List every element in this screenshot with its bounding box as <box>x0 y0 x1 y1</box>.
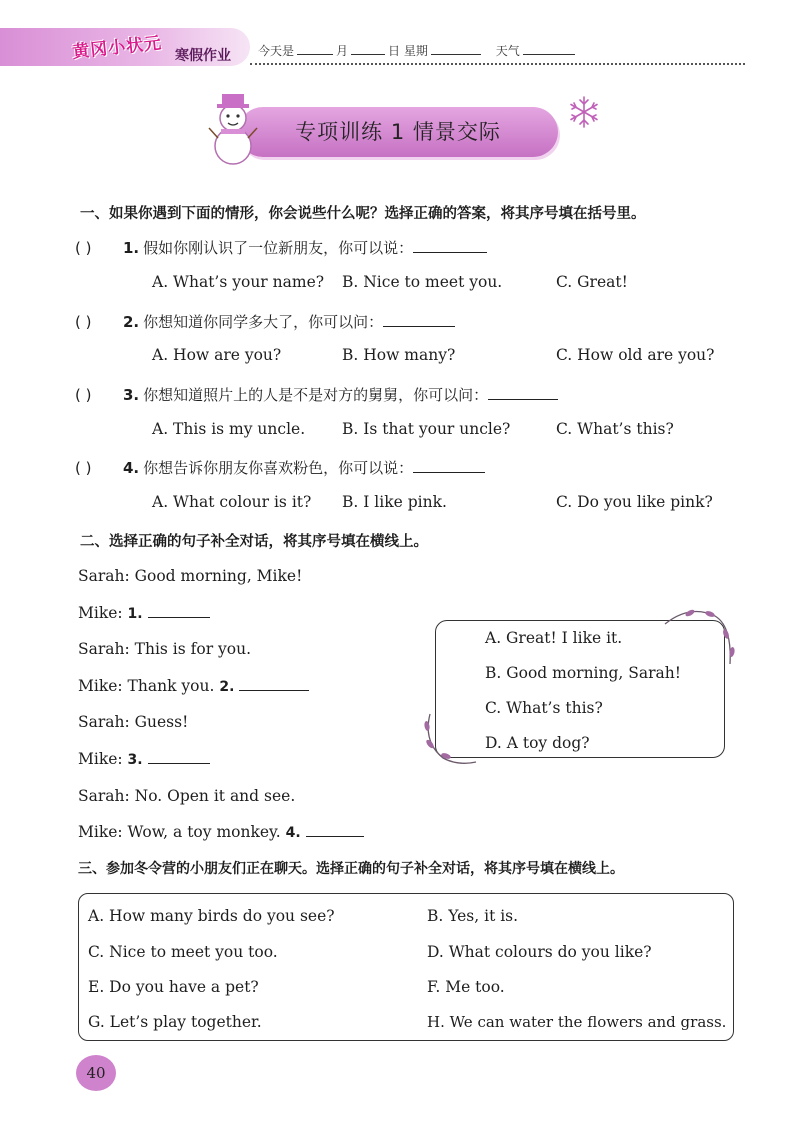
dialogue-text: Sarah: Good morning, Mike! <box>78 567 303 585</box>
question-4 <box>75 457 485 478</box>
date-label-today: 今天是 <box>258 44 295 58</box>
dialogue-text: Sarah: This is for you. <box>78 640 252 658</box>
option-c[interactable]: C. What’s this? <box>556 420 674 438</box>
dialogue-line <box>78 713 188 731</box>
dialogue-text: Mike: Thank you. <box>78 677 220 695</box>
dialogue-line <box>78 604 210 622</box>
choice-item: C. What’s this? <box>485 699 603 717</box>
blank-number: 1. <box>127 606 143 622</box>
option-a[interactable]: A. How are you? <box>152 346 282 364</box>
date-blank-weather[interactable] <box>523 43 575 55</box>
dialogue-line <box>78 750 210 768</box>
question-3 <box>75 384 558 405</box>
blank-number: 3. <box>127 752 143 768</box>
dialogue-text: Mike: <box>78 750 128 768</box>
snowflake-icon <box>566 94 602 130</box>
date-label-weather: 天气 <box>495 44 520 58</box>
option-b[interactable]: B. I like pink. <box>342 493 447 511</box>
date-blank-weekday[interactable] <box>431 43 481 55</box>
brand-subtitle: 寒假作业 <box>175 48 231 64</box>
choice-item: E. Do you have a pet? <box>88 978 259 996</box>
section3-heading: 三、参加冬令营的小朋友们正在聊天。选择正确的句子补全对话，将其序号填在横线上。 <box>78 861 624 877</box>
dialogue-text: Sarah: No. Open it and see. <box>78 787 296 805</box>
dialogue-blank-2[interactable] <box>239 678 309 691</box>
choice-item: A. Great! I like it. <box>485 629 623 647</box>
page-title: 专项训练 1 情景交际 <box>295 120 501 144</box>
question-number: 2. <box>123 313 140 331</box>
question-2 <box>75 311 455 332</box>
dialogue-blank-1[interactable] <box>148 605 210 618</box>
vine-decoration-icon <box>418 712 478 767</box>
page-number: 40 <box>76 1055 116 1091</box>
dialogue-text: Mike: <box>78 604 128 622</box>
date-label-day: 日 <box>388 44 401 58</box>
date-label-month: 月 <box>336 44 349 58</box>
dialogue-line <box>78 640 251 658</box>
date-label-weekday: 星期 <box>403 44 428 58</box>
question-number: 1. <box>123 239 140 257</box>
header-dotted-rule <box>250 63 745 65</box>
question-text: 你想告诉你朋友你喜欢粉色，你可以说： <box>143 459 414 477</box>
question-blank[interactable] <box>383 314 455 327</box>
question-number: 4. <box>123 459 140 477</box>
question-text: 你想知道你同学多大了，你可以问： <box>143 313 384 331</box>
choice-item: A. How many birds do you see? <box>88 907 335 925</box>
dialogue-blank-3[interactable] <box>148 751 210 764</box>
answer-paren-1[interactable]: ( ) <box>75 239 92 257</box>
option-b[interactable]: B. Nice to meet you. <box>342 273 503 291</box>
blank-number: 2. <box>219 679 235 695</box>
question-text: 你想知道照片上的人是不是对方的舅舅，你可以问： <box>143 386 489 404</box>
choice-item: D. What colours do you like? <box>427 943 652 961</box>
blank-number: 4. <box>285 825 301 841</box>
option-a[interactable]: A. This is my uncle. <box>152 420 306 438</box>
dialogue-line <box>78 787 295 805</box>
option-a[interactable]: A. What colour is it? <box>152 493 312 511</box>
section1-heading: 一、如果你遇到下面的情形，你会说些什么呢？选择正确的答案，将其序号填在括号里。 <box>80 206 646 222</box>
answer-paren-4[interactable]: ( ) <box>75 459 92 477</box>
option-c[interactable]: C. Great! <box>556 273 628 291</box>
question-blank[interactable] <box>413 460 485 473</box>
dialogue-blank-4[interactable] <box>306 824 364 837</box>
choice-item: D. A toy dog? <box>485 734 590 752</box>
choice-item: B. Good morning, Sarah! <box>485 664 681 682</box>
question-blank[interactable] <box>488 387 558 400</box>
question-number: 3. <box>123 386 140 404</box>
question-blank[interactable] <box>413 240 487 253</box>
option-a[interactable]: A. What’s your name? <box>152 273 325 291</box>
question-1 <box>75 237 487 258</box>
dialogue-line <box>78 823 364 841</box>
brand-logo: 黄冈小状元 <box>71 33 164 63</box>
choice-item: B. Yes, it is. <box>427 907 519 925</box>
choice-item: C. Nice to meet you too. <box>88 943 278 961</box>
question-text: 假如你刚认识了一位新朋友，你可以说： <box>143 239 414 257</box>
answer-paren-3[interactable]: ( ) <box>75 386 92 404</box>
dialogue-line <box>78 677 309 695</box>
choice-item: G. Let’s play together. <box>88 1013 262 1031</box>
section2-heading: 二、选择正确的句子补全对话，将其序号填在横线上。 <box>80 534 428 550</box>
choice-item: H. We can water the flowers and grass. <box>427 1013 727 1031</box>
date-line <box>258 42 578 59</box>
choice-item: F. Me too. <box>427 978 505 996</box>
dialogue-line <box>78 567 302 585</box>
dialogue-text: Mike: Wow, a toy monkey. <box>78 823 286 841</box>
answer-paren-2[interactable]: ( ) <box>75 313 92 331</box>
option-c[interactable]: C. How old are you? <box>556 346 715 364</box>
option-b[interactable]: B. How many? <box>342 346 456 364</box>
date-blank-day[interactable] <box>351 43 385 55</box>
dialogue-text: Sarah: Guess! <box>78 713 189 731</box>
date-blank-month[interactable] <box>297 43 333 55</box>
option-b[interactable]: B. Is that your uncle? <box>342 420 511 438</box>
option-c[interactable]: C. Do you like pink? <box>556 493 713 511</box>
